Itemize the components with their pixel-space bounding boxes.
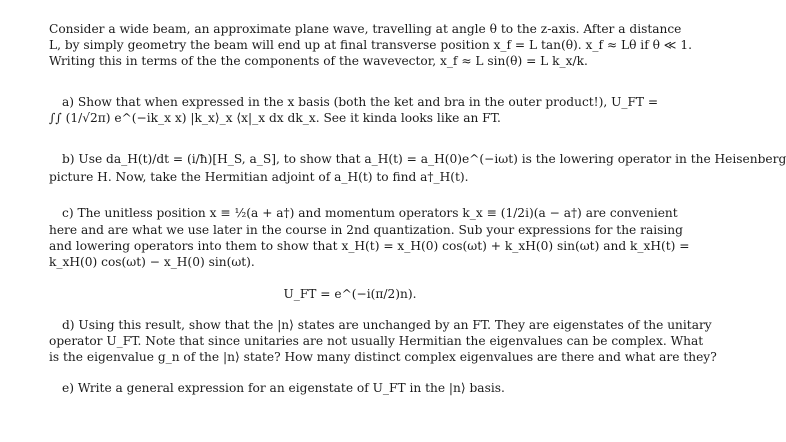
part-d-line-1: d) Using this result, show that the |n⟩ states are unchanged by an FT. They are eigenstates of the unitary bbox=[62, 318, 712, 332]
intro-line-2: L, by simply geometry the beam will end up at final transverse position x_f = L tan(θ). x_f ≈ Lθ if θ ≪ 1. bbox=[49, 38, 693, 52]
part-b-line-2: picture H. Now, take the Hermitian adjoint of a_H(t) to find a†_H(t). bbox=[49, 170, 469, 184]
part-a-line-1: a) Show that when expressed in the x basis (both the ket and bra in the outer product!), U_FT = bbox=[62, 95, 659, 109]
part-c-line-4: k_xH(0) cos(ωt) − x_H(0) sin(ωt). bbox=[49, 255, 255, 269]
equation-uft: U_FT = e^(−i(π/2)n). bbox=[283, 287, 417, 301]
intro-line-3: Writing this in terms of the the components of the wavevector, x_f ≈ L sin(θ) = L k_x/k. bbox=[49, 54, 588, 68]
part-c-line-1: c) The unitless position x ≡ ½(a + a†) and momentum operators k_x ≡ (1/2i)(a − a†) are convenient bbox=[62, 206, 678, 220]
part-a-line-2: ∫∫ (1/√2π) e^(−ik_x x) |k_x⟩_x ⟨x|_x dx dk_x. See it kinda looks like an FT. bbox=[49, 111, 501, 125]
part-d-line-3: is the eigenvalue g_n of the |n⟩ state? How many distinct complex eigenvalues are there and what are they? bbox=[49, 350, 717, 364]
intro-line-1: Consider a wide beam, an approximate plane wave, travelling at angle θ to the z-axis. After a distance bbox=[49, 22, 682, 36]
part-c-line-3: and lowering operators into them to show that x_H(t) = x_H(0) cos(ωt) + k_xH(0) sin(ωt) and k_xH(t) = bbox=[49, 239, 690, 253]
part-c-line-2: here and are what we use later in the course in 2nd quantization. Sub your expressions for the raising bbox=[49, 223, 683, 237]
part-b-line-1: b) Use da_H(t)/dt = (i/ħ)[H_S, a_S], to show that a_H(t) = a_H(0)e^(−iωt) is the lowering operator in the Heisenberg bbox=[62, 152, 786, 166]
part-e-line-1: e) Write a general expression for an eigenstate of U_FT in the |n⟩ basis. bbox=[62, 381, 505, 395]
part-d-line-2: operator U_FT. Note that since unitaries are not usually Hermitian the eigenvalues can be complex. What bbox=[49, 334, 704, 348]
